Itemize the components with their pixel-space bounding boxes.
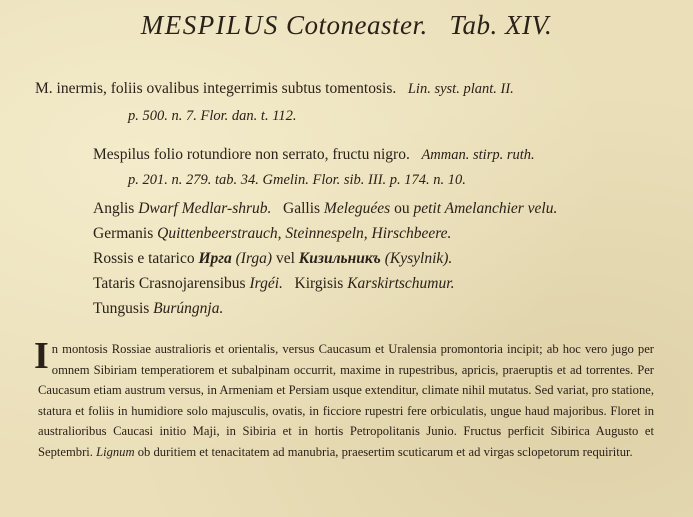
vernacular-name: Irgéi. bbox=[249, 275, 283, 292]
title-species: Cotoneaster. bbox=[285, 10, 428, 40]
language-label: Rossis e tatarico bbox=[93, 250, 195, 267]
conjunction: vel bbox=[275, 250, 295, 267]
synonym-line-3 bbox=[93, 146, 535, 164]
description-paragraph bbox=[34, 335, 654, 463]
language-label: Kirgisis bbox=[294, 275, 344, 292]
language-label: Germanis bbox=[93, 225, 154, 242]
vernacular-tungusis bbox=[93, 300, 223, 318]
vernacular-germanis bbox=[93, 225, 451, 243]
synonym-line-1 bbox=[35, 80, 514, 98]
description-text-end: ob duritiem et tenacitatem ad manubria, praesertim scuticarum et ad virgas sclopetorum requiritur. bbox=[137, 444, 633, 459]
synonym-reference: Lin. syst. plant. II. bbox=[407, 81, 514, 97]
synonym-reference: Amman. stirp. ruth. bbox=[421, 147, 535, 163]
transliteration: (Irga) bbox=[235, 250, 273, 267]
vernacular-name: Meleguées bbox=[323, 200, 391, 217]
drop-cap: I bbox=[34, 335, 49, 377]
synonym-text: M. inermis, foliis ovalibus integerrimis subtus tomentosis. bbox=[35, 80, 397, 97]
vernacular-rossis bbox=[93, 250, 452, 268]
vernacular-name: Burúngnja. bbox=[153, 300, 224, 317]
title-plate: Tab. XIV. bbox=[449, 10, 553, 40]
vernacular-name: Karskirtschumur. bbox=[347, 275, 455, 292]
page-title bbox=[0, 10, 693, 41]
vernacular-anglis bbox=[93, 200, 557, 218]
synonym-reference: p. 500. n. 7. Flor. dan. t. 112. bbox=[128, 108, 297, 124]
language-label: Gallis bbox=[283, 200, 321, 217]
vernacular-name: petit Amelanchier velu. bbox=[413, 200, 558, 217]
description-text: n montosis Rossiae australioris et orientalis, versus Caucasum et Uralensia promontoria incipit; ab hoc vero jugo per omnem Sibiriam temperatiorem et subalpinam occurrit, maxime in rupestribus, apricis, praeruptis et ad torrentes. Per Caucasum etiam austrum versus, in Armeniam et Persiam usque extenditur, climate nihil mutatus. Sed variat, pro statione, statura et foliis in humidiore solo majusculis, ovatis, in ficciore rupestri fere orbiculatis, ungue haud majoribus. Floret in australioribus Caucasi initio Maji, in Sibiria et in hortis Petropolitanis Junio. Fructus perficit Sibirica Augusto et Septembri. bbox=[38, 342, 654, 459]
vernacular-name: Quittenbeerstrauch, Steinnespeln, Hirschbeere. bbox=[157, 225, 452, 242]
description-lignum: Lignum bbox=[96, 444, 135, 459]
synonym-reference: p. 201. n. 279. tab. 34. Gmelin. Flor. sib. III. p. 174. n. 10. bbox=[128, 172, 466, 188]
synonym-text: Mespilus folio rotundiore non serrato, fructu nigro. bbox=[93, 146, 410, 163]
conjunction: ou bbox=[394, 200, 410, 217]
transliteration: (Kysylnik). bbox=[384, 250, 453, 267]
language-label: Tataris Crasnojarensibus bbox=[93, 275, 246, 292]
synonym-line-2 bbox=[128, 107, 297, 125]
vernacular-name: Dwarf Medlar-shrub. bbox=[138, 200, 272, 217]
vernacular-tataris bbox=[93, 275, 454, 293]
synonym-line-4 bbox=[128, 171, 466, 189]
cyrillic-name: Ирга bbox=[198, 250, 232, 267]
cyrillic-name: Кизильникъ bbox=[298, 250, 381, 267]
language-label: Tungusis bbox=[93, 300, 150, 317]
title-genus: MESPILUS bbox=[140, 10, 279, 40]
language-label: Anglis bbox=[93, 200, 135, 217]
